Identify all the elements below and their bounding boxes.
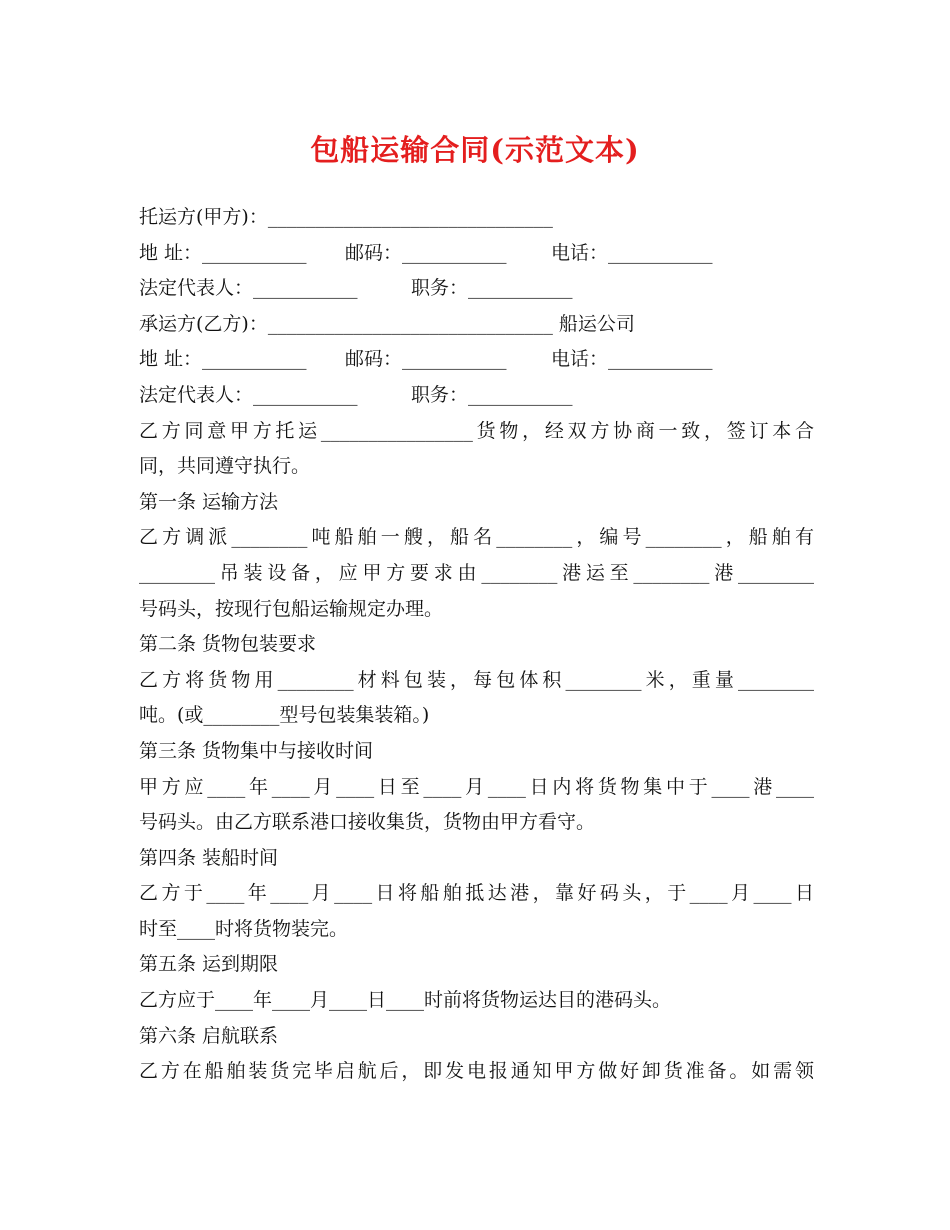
carrier-position: 职务：___________ [411, 383, 573, 406]
article-1-line: 乙方调派________吨船舶一艘，船名________，编号________，船舶有 [139, 526, 814, 549]
document-title: 包船运输合同(示范文本) [310, 133, 640, 167]
article-4-heading: 第四条 装船时间 [139, 846, 279, 869]
carrier-postcode: 邮码：___________ [345, 348, 507, 371]
article-1-heading: 第一条 运输方法 [139, 490, 279, 513]
shipper-phone: 电话：___________ [551, 241, 713, 264]
shipper-address: 地 址：___________ [139, 241, 307, 264]
article-3-line: 甲方应____年____月____日至____月____日内将货物集中于____港____ [139, 775, 814, 798]
article-5-heading: 第五条 运到期限 [139, 953, 279, 976]
article-1-line: 号码头，按现行包船运输规定办理。 [139, 597, 444, 620]
carrier-legal-rep: 法定代表人：___________ [139, 383, 358, 406]
shipper-rep-row [139, 271, 814, 307]
article-5-line: 乙方应于____年____月____日____时前将货物运达目的港码头。 [139, 989, 672, 1012]
intro-paragraph-line: 乙方同意甲方托运________________货物，经双方协商一致，签订本合 [139, 419, 814, 442]
carrier-contact-row [139, 342, 814, 378]
carrier-phone: 电话：___________ [551, 348, 713, 371]
article-1-line: ________吊装设备，应甲方要求由________港运至________港________ [139, 561, 814, 584]
article-2-heading: 第二条 货物包装要求 [139, 633, 317, 656]
shipper-line: 托运方(甲方)：______________________________ [139, 206, 553, 228]
article-6-heading: 第六条 启航联系 [139, 1024, 279, 1047]
article-2-line: 吨。(或________型号包装集装箱。) [139, 704, 430, 727]
carrier-rep-row [139, 378, 814, 414]
shipper-contact-row [139, 236, 814, 272]
shipper-legal-rep: 法定代表人：___________ [139, 277, 358, 300]
article-3-heading: 第三条 货物集中与接收时间 [139, 739, 374, 762]
shipper-postcode: 邮码：___________ [345, 241, 507, 264]
carrier-address: 地 址：___________ [139, 348, 307, 371]
article-4-line: 时至____时将货物装完。 [139, 917, 349, 940]
article-2-line: 乙方将货物用________材料包装，每包体积________米，重量________ [139, 668, 814, 691]
article-3-line: 号码头。由乙方联系港口接收集货，货物由甲方看守。 [139, 811, 596, 834]
contract-body [139, 200, 814, 1090]
intro-paragraph-line: 同，共同遵守执行。 [139, 455, 311, 478]
article-4-line: 乙方于____年____月____日将船舶抵达港，靠好码头，于____月____日 [139, 882, 814, 905]
carrier-line: 承运方(乙方)：______________________________ 船运公司 [139, 312, 635, 335]
article-6-line: 乙方在船舶装货完毕启航后，即发电报通知甲方做好卸货准备。如需领 [139, 1060, 814, 1083]
shipper-position: 职务：___________ [411, 277, 573, 300]
